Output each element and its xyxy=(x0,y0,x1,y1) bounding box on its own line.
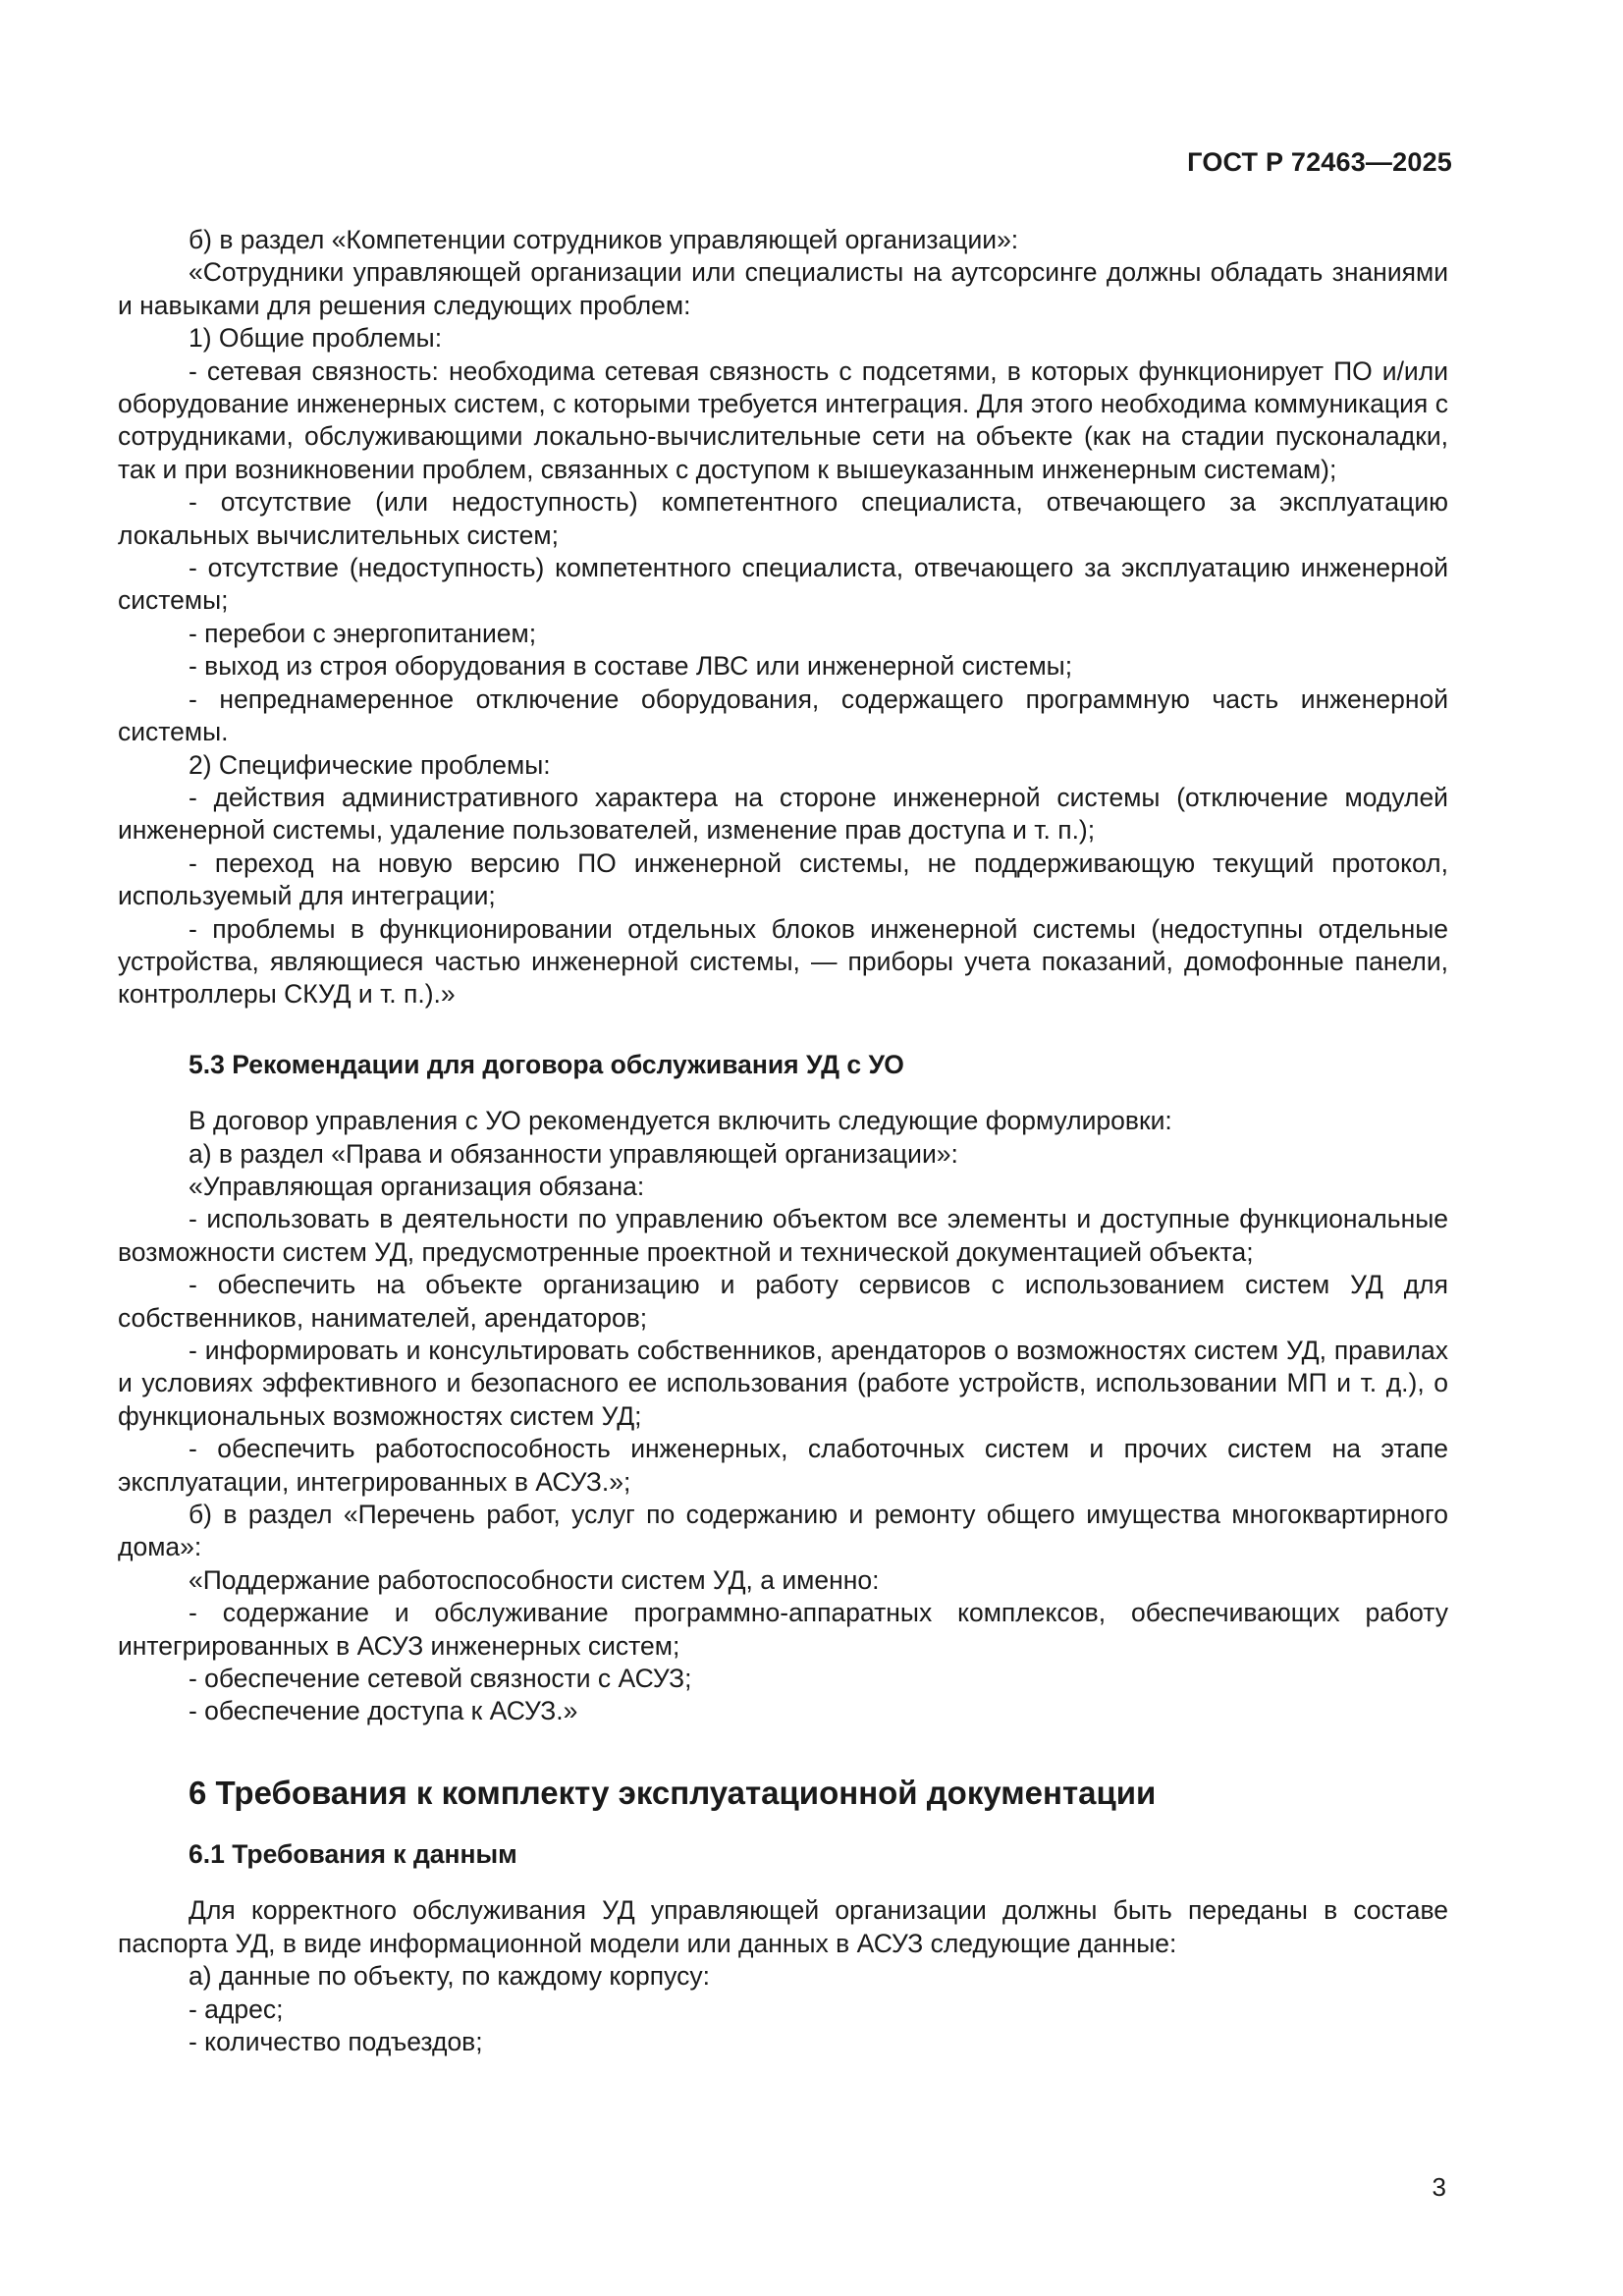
list-item: - обеспечить работоспособность инженерных, слаботочных систем и прочих систем на этапе эксплуатации, интегрированных в АСУЗ.»; xyxy=(118,1434,1448,1497)
page-body xyxy=(118,224,1448,2058)
list-item: - непреднамеренное отключение оборудования, содержащего программную часть инженерной системы. xyxy=(118,683,1448,747)
paragraph: 2) Специфические проблемы: xyxy=(189,749,551,780)
list-item: - содержание и обслуживание программно-аппаратных комплексов, обеспечивающих работу интегрированных в АСУЗ инженерных систем; xyxy=(118,1598,1448,1661)
list-item: - информировать и консультировать собственников, арендаторов о возможностях систем УД, правилах и условиях эффективного и безопасного ее использования (работе устройств, использовании МП и т. д.), о функциональных возможностях систем УД; xyxy=(118,1336,1448,1431)
list-item: - действия административного характера на стороне инженерной системы (отключение модулей инженерной системы, удаление пользователей, изменение прав доступа и т. п.); xyxy=(118,782,1448,846)
list-item: - перебои с энергопитанием; xyxy=(189,618,537,648)
paragraph: 1) Общие проблемы: xyxy=(189,323,443,354)
list-item: - количество подъездов; xyxy=(189,2026,483,2056)
page-number: 3 xyxy=(1432,2172,1446,2202)
paragraph: «Поддержание работоспособности систем УД, а именно: xyxy=(189,1564,880,1595)
paragraph: «Сотрудники управляющей организации или специалисты на аутсорсинге должны обладать знаниями и навыками для решения следующих проблем: xyxy=(118,257,1448,320)
list-item: - обеспечение сетевой связности с АСУЗ; xyxy=(189,1664,692,1694)
section-heading-6-1: 6.1 Требования к данным xyxy=(189,1838,517,1869)
list-item: - использовать в деятельности по управлению объектом все элементы и доступные функциональные возможности систем УД, предусмотренные проектной и технической документацией объекта; xyxy=(118,1204,1448,1267)
paragraph: В договор управления с УО рекомендуется включить следующие формулировки: xyxy=(189,1106,1172,1136)
document-number: ГОСТ Р 72463—2025 xyxy=(1187,147,1452,177)
list-item: - проблемы в функционировании отдельных блоков инженерной системы (недоступны отдельные устройства, являющиеся частью инженерной системы, — приборы учета показаний, домофонные панели, контроллеры СКУД и т. п.).» xyxy=(118,913,1448,1010)
paragraph: б) в раздел «Компетенции сотрудников управляющей организации»: xyxy=(189,225,1019,254)
section-heading-5-3: 5.3 Рекомендации для договора обслуживания УД с УО xyxy=(189,1049,904,1079)
list-item: - сетевая связность: необходима сетевая связность с подсетями, в которых функционирует ПО и/или оборудование инженерных систем, с которыми требуется интеграция. Для этого необходима коммуникация с сотрудниками, обслуживающими локально-вычислительные сети на объекте (как на стадии пусконаладки, так и при возникновении проблем, связанных с доступом к вышеуказанным инженерным системам); xyxy=(118,355,1448,484)
list-item: - обеспечение доступа к АСУЗ.» xyxy=(189,1696,578,1726)
list-item: - выход из строя оборудования в составе ЛВС или инженерной системы; xyxy=(189,651,1073,682)
paragraph: а) в раздел «Права и обязанности управляющей организации»: xyxy=(189,1138,958,1169)
list-item: - обеспечить на объекте организацию и работу сервисов с использованием систем УД для собственников, нанимателей, арендаторов; xyxy=(118,1270,1448,1333)
paragraph: Для корректного обслуживания УД управляющей организации должны быть переданы в составе паспорта УД, в виде информационной модели или данных в АСУЗ следующие данные: xyxy=(118,1895,1448,1958)
paragraph: «Управляющая организация обязана: xyxy=(189,1171,645,1201)
list-item: - адрес; xyxy=(189,1994,284,2024)
paragraph: а) данные по объекту, по каждому корпусу: xyxy=(189,1961,710,1992)
list-item: - отсутствие (недоступность) компетентного специалиста, отвечающего за эксплуатацию инженерной системы; xyxy=(118,553,1448,616)
section-heading-6: 6 Требования к комплекту эксплуатационной документации xyxy=(189,1774,1157,1811)
list-item: - отсутствие (или недоступность) компетентного специалиста, отвечающего за эксплуатацию локальных вычислительных систем; xyxy=(118,487,1448,550)
paragraph: б) в раздел «Перечень работ, услуг по содержанию и ремонту общего имущества многоквартирного дома»: xyxy=(118,1500,1448,1562)
list-item: - переход на новую версию ПО инженерной системы, не поддерживающую текущий протокол, используемый для интеграции; xyxy=(118,847,1448,911)
